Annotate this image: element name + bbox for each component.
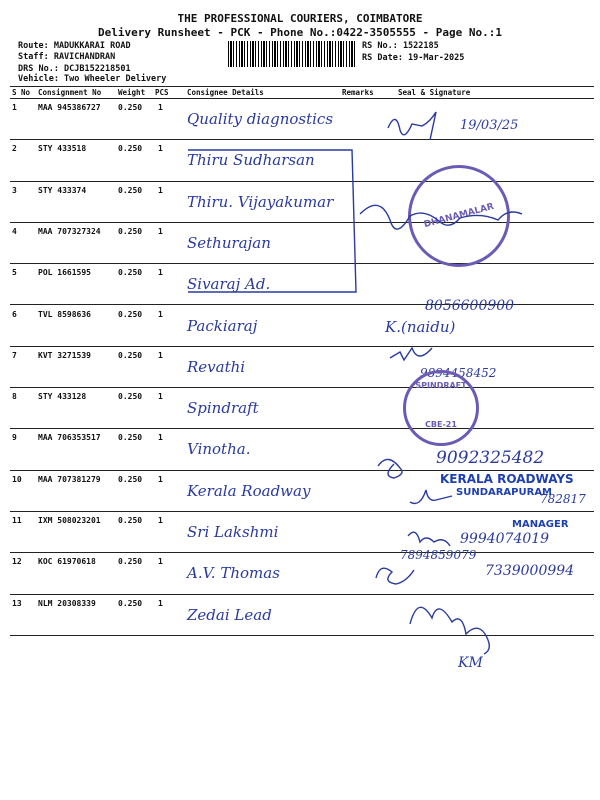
signature-row-1 (388, 112, 436, 140)
row-sno: 11 (12, 516, 22, 525)
company-title: THE PROFESSIONAL COURIERS, COIMBATORE (177, 12, 423, 25)
col-header-sno: S No (12, 88, 31, 97)
rs-date-label: RS Date: 19-Mar-2025 (362, 53, 465, 63)
row-sno: 12 (12, 557, 22, 567)
row-consignee: Sri Lakshmi (187, 523, 279, 541)
row-consignment-no: STY 433518 (38, 144, 87, 154)
staff-label: Staff: RAVICHANDRAN (18, 52, 116, 62)
row-weight: 0.250 (118, 268, 143, 278)
signature-row-9 (378, 459, 402, 478)
spindraft-stamp-bottom: CBE-21 (425, 420, 457, 429)
col-header-consignee: Consignee Details (187, 88, 264, 97)
signature-row-7 (390, 348, 432, 360)
phone-row-12b: 7339000994 (485, 563, 575, 579)
row-weight: 0.250 (118, 474, 143, 484)
row-consignment-no: MAA 706353517 (38, 433, 101, 443)
row-weight: 0.250 (118, 516, 143, 525)
route-label: Route: MADUKKARAI ROAD (18, 41, 131, 51)
phone-row-9: 9092325482 (436, 448, 545, 468)
row-weight: 0.250 (118, 103, 143, 112)
signature-row-12 (376, 568, 414, 584)
row-weight: 0.250 (118, 350, 143, 360)
row-sno: 10 (12, 474, 22, 484)
row-consignment-no: MAA 707381279 (38, 474, 101, 484)
row-consignee: Quality diagnostics (187, 110, 334, 128)
col-header-weight: Weight (118, 88, 146, 97)
row-weight: 0.250 (118, 144, 143, 154)
row-consignee: Thiru Sudharsan (187, 151, 315, 170)
row-pcs: 1 (158, 474, 163, 484)
signature-date: 19/03/25 (460, 118, 519, 133)
rs-no-label: RS No.: 1522185 (362, 41, 439, 51)
row-consignment-no: TVL 8598636 (38, 309, 91, 319)
row-pcs: 1 (158, 268, 163, 278)
row-sno: 8 (12, 392, 17, 402)
phone-row-10: 782817 (540, 492, 586, 506)
row-pcs: 1 (158, 309, 163, 319)
row-sno: 9 (12, 433, 17, 443)
row-consignee: Sivaraj Ad. (187, 275, 271, 294)
row-consignment-no: IXM 508023201 (38, 516, 101, 525)
dhanamalar-stamp-text: DHANAMALAR (422, 201, 496, 231)
row-weight: 0.250 (118, 226, 143, 236)
row-sno: 3 (12, 185, 17, 195)
col-header-consignment: Consignment No (38, 88, 102, 97)
row-consignment-no: MAA 707327324 (38, 226, 101, 236)
row-weight: 0.250 (118, 185, 143, 195)
row-sno: 13 (12, 598, 22, 608)
phone-row-7: 9894458452 (420, 366, 497, 380)
row-weight: 0.250 (118, 433, 143, 443)
row-consignee: Vinotha. (187, 440, 251, 459)
row-sno: 2 (12, 144, 17, 154)
signature-row-10 (410, 490, 452, 504)
col-header-remarks: Remarks (342, 88, 374, 97)
phone-row-11: 9994074019 (460, 531, 550, 547)
row-consignment-no: KVT 3271539 (38, 350, 91, 360)
row-pcs: 1 (158, 185, 163, 195)
signature-row-13 (410, 607, 489, 654)
row-weight: 0.250 (118, 392, 143, 402)
row-weight: 0.250 (118, 598, 143, 608)
row-pcs: 1 (158, 144, 163, 154)
row-sno: 1 (12, 103, 17, 112)
kerala-stamp-line1: KERALA ROADWAYS (440, 472, 574, 486)
row-pcs: 1 (158, 392, 163, 402)
row-weight: 0.250 (118, 557, 143, 567)
row-pcs: 1 (158, 103, 163, 112)
bracket-signature (188, 150, 356, 292)
row-consignee: Packiaraj (187, 316, 258, 335)
row-consignment-no: NLM 20308339 (38, 598, 96, 608)
row-pcs: 1 (158, 598, 163, 608)
kerala-stamp-line2: SUNDARAPURAM (456, 487, 553, 498)
row-consignment-no: POL 1661595 (38, 268, 91, 278)
row-consignee: Sethurajan (187, 233, 271, 252)
row-consignee: Kerala Roadway (187, 481, 311, 500)
signature-row-6: K.(naidu) (385, 318, 456, 336)
row-sno: 6 (12, 309, 17, 319)
vehicle-label: Vehicle: Two Wheeler Delivery (18, 74, 167, 84)
row-consignee: Thiru. Vijayakumar (187, 192, 334, 211)
row-weight: 0.250 (118, 309, 143, 319)
row-consignment-no: STY 433128 (38, 392, 87, 402)
row-pcs: 1 (158, 226, 163, 236)
row-consignment-no: MAA 945386727 (38, 103, 101, 112)
row-consignment-no: STY 433374 (38, 185, 87, 195)
row-consignee: Zedai Lead (187, 605, 272, 624)
row-pcs: 1 (158, 350, 163, 360)
signature-row-11 (408, 532, 450, 546)
phone-row-6: 8056600900 (425, 298, 515, 314)
row-consignee: A.V. Thomas (187, 564, 280, 583)
row-consignee: Spindraft (187, 399, 259, 418)
row-consignee: Revathi (187, 357, 246, 376)
row-sno: 5 (12, 268, 17, 278)
row-sno: 4 (12, 226, 17, 236)
drs-label: DRS No.: DCJB152218501 (18, 64, 131, 74)
col-header-pcs: PCS (155, 88, 169, 97)
row-consignment-no: KOC 61970618 (38, 557, 96, 567)
runsheet-subtitle: Delivery Runsheet - PCK - Phone No.:0422-3505555 - Page No.:1 (98, 26, 502, 39)
signature-row-3-5 (360, 205, 522, 229)
kerala-stamp-line3: MANAGER (512, 519, 569, 530)
row-pcs: 1 (158, 516, 163, 525)
spindraft-stamp-top: SPINDRAFT (415, 381, 467, 390)
row-sno: 7 (12, 350, 17, 360)
phone-row-12a: 7894859079 (400, 548, 477, 562)
col-header-signature: Seal & Signature (398, 88, 471, 97)
signature-km: KM (458, 655, 483, 671)
row-pcs: 1 (158, 557, 163, 567)
row-pcs: 1 (158, 433, 163, 443)
